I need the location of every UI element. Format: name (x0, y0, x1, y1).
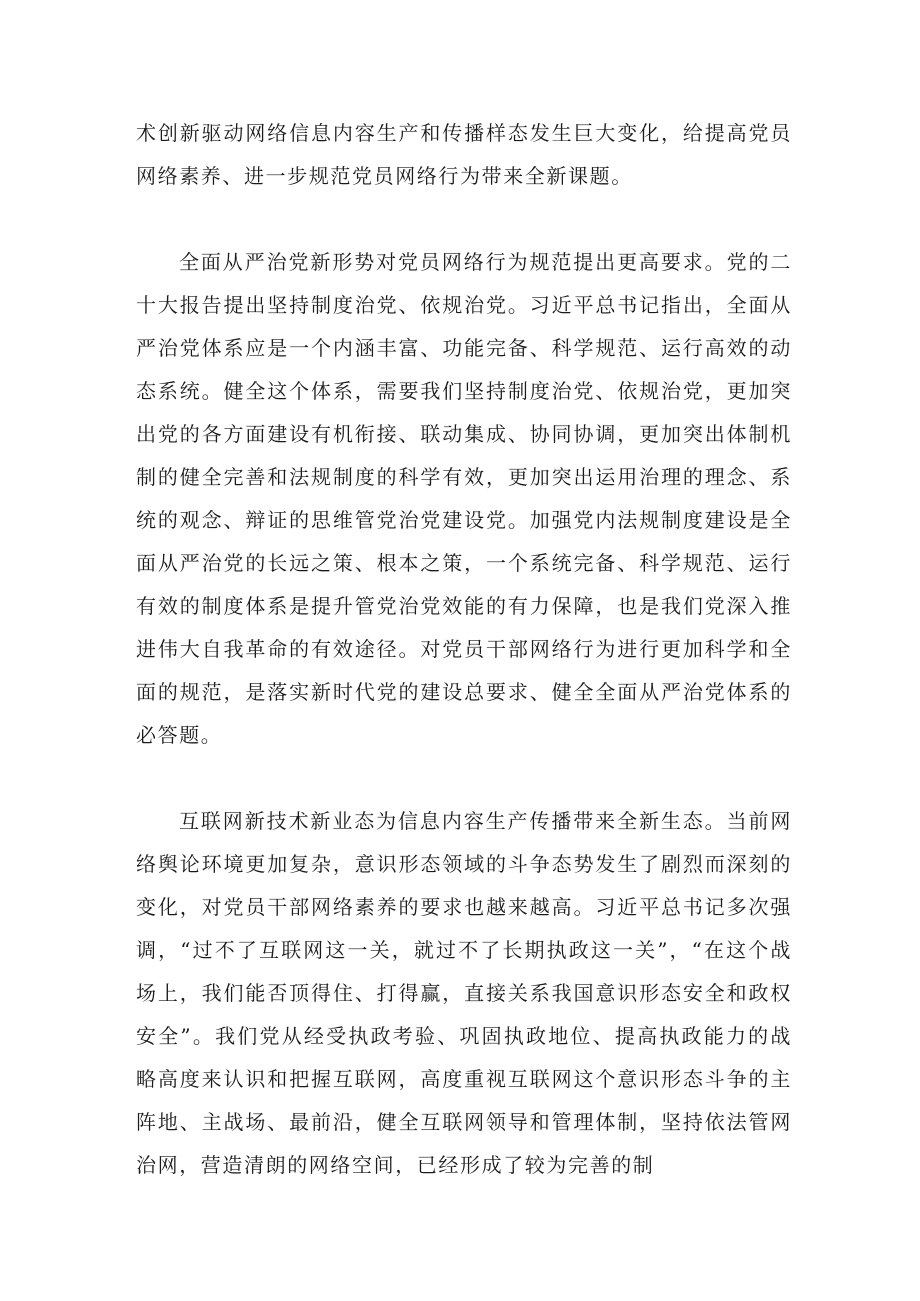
paragraph-continuation: 术创新驱动网络信息内容生产和传播样态发生巨大变化，给提高党员网络素养、进一步规范党员网络行为带来全新课题。 (136, 121, 792, 188)
paragraph-party-discipline: 全面从严治党新形势对党员网络行为规范提出更高要求。党的二十大报告提出坚持制度治党、依规治党。习近平总书记指出，全面从严治党体系应是一个内涵丰富、功能完备、科学规范、运行高效的动态系统。健全这个体系，需要我们坚持制度治党、依规治党，更加突出党的各方面建设有机衔接、联动集成、协同协调，更加突出体制机制的健全完善和法规制度的科学有效，更加突出运用治理的理念、系统的观念、辩证的思维管党治党建设党。加强党内法规制度建设是全面从严治党的长远之策、根本之策，一个系统完备、科学规范、运行有效的制度体系是提升管党治党效能的有力保障，也是我们党深入推进伟大自我革命的有效途径。对党员干部网络行为进行更加科学和全面的规范，是落实新时代党的建设总要求、健全全面从严治党体系的必答题。 (136, 250, 792, 747)
document-body (136, 112, 792, 1187)
paragraph-internet-ecosystem: 互联网新技术新业态为信息内容生产传播带来全新生态。当前网络舆论环境更加复杂，意识形态领域的斗争态势发生了剧烈而深刻的变化，对党员干部网络素养的要求也越来越高。习近平总书记多次强调，“过不了互联网这一关，就过不了长期执政这一关”，“在这个战场上，我们能否顶得住、打得赢，直接关系我国意识形态安全和政权安全”。我们党从经受执政考验、巩固执政地位、提高执政能力的战略高度来认识和把握互联网，高度重视互联网这个意识形态斗争的主阵地、主战场、最前沿，健全互联网领导和管理体制，坚持依法管网治网，营造清朗的网络空间，已经形成了较为完善的制 (136, 809, 792, 1177)
